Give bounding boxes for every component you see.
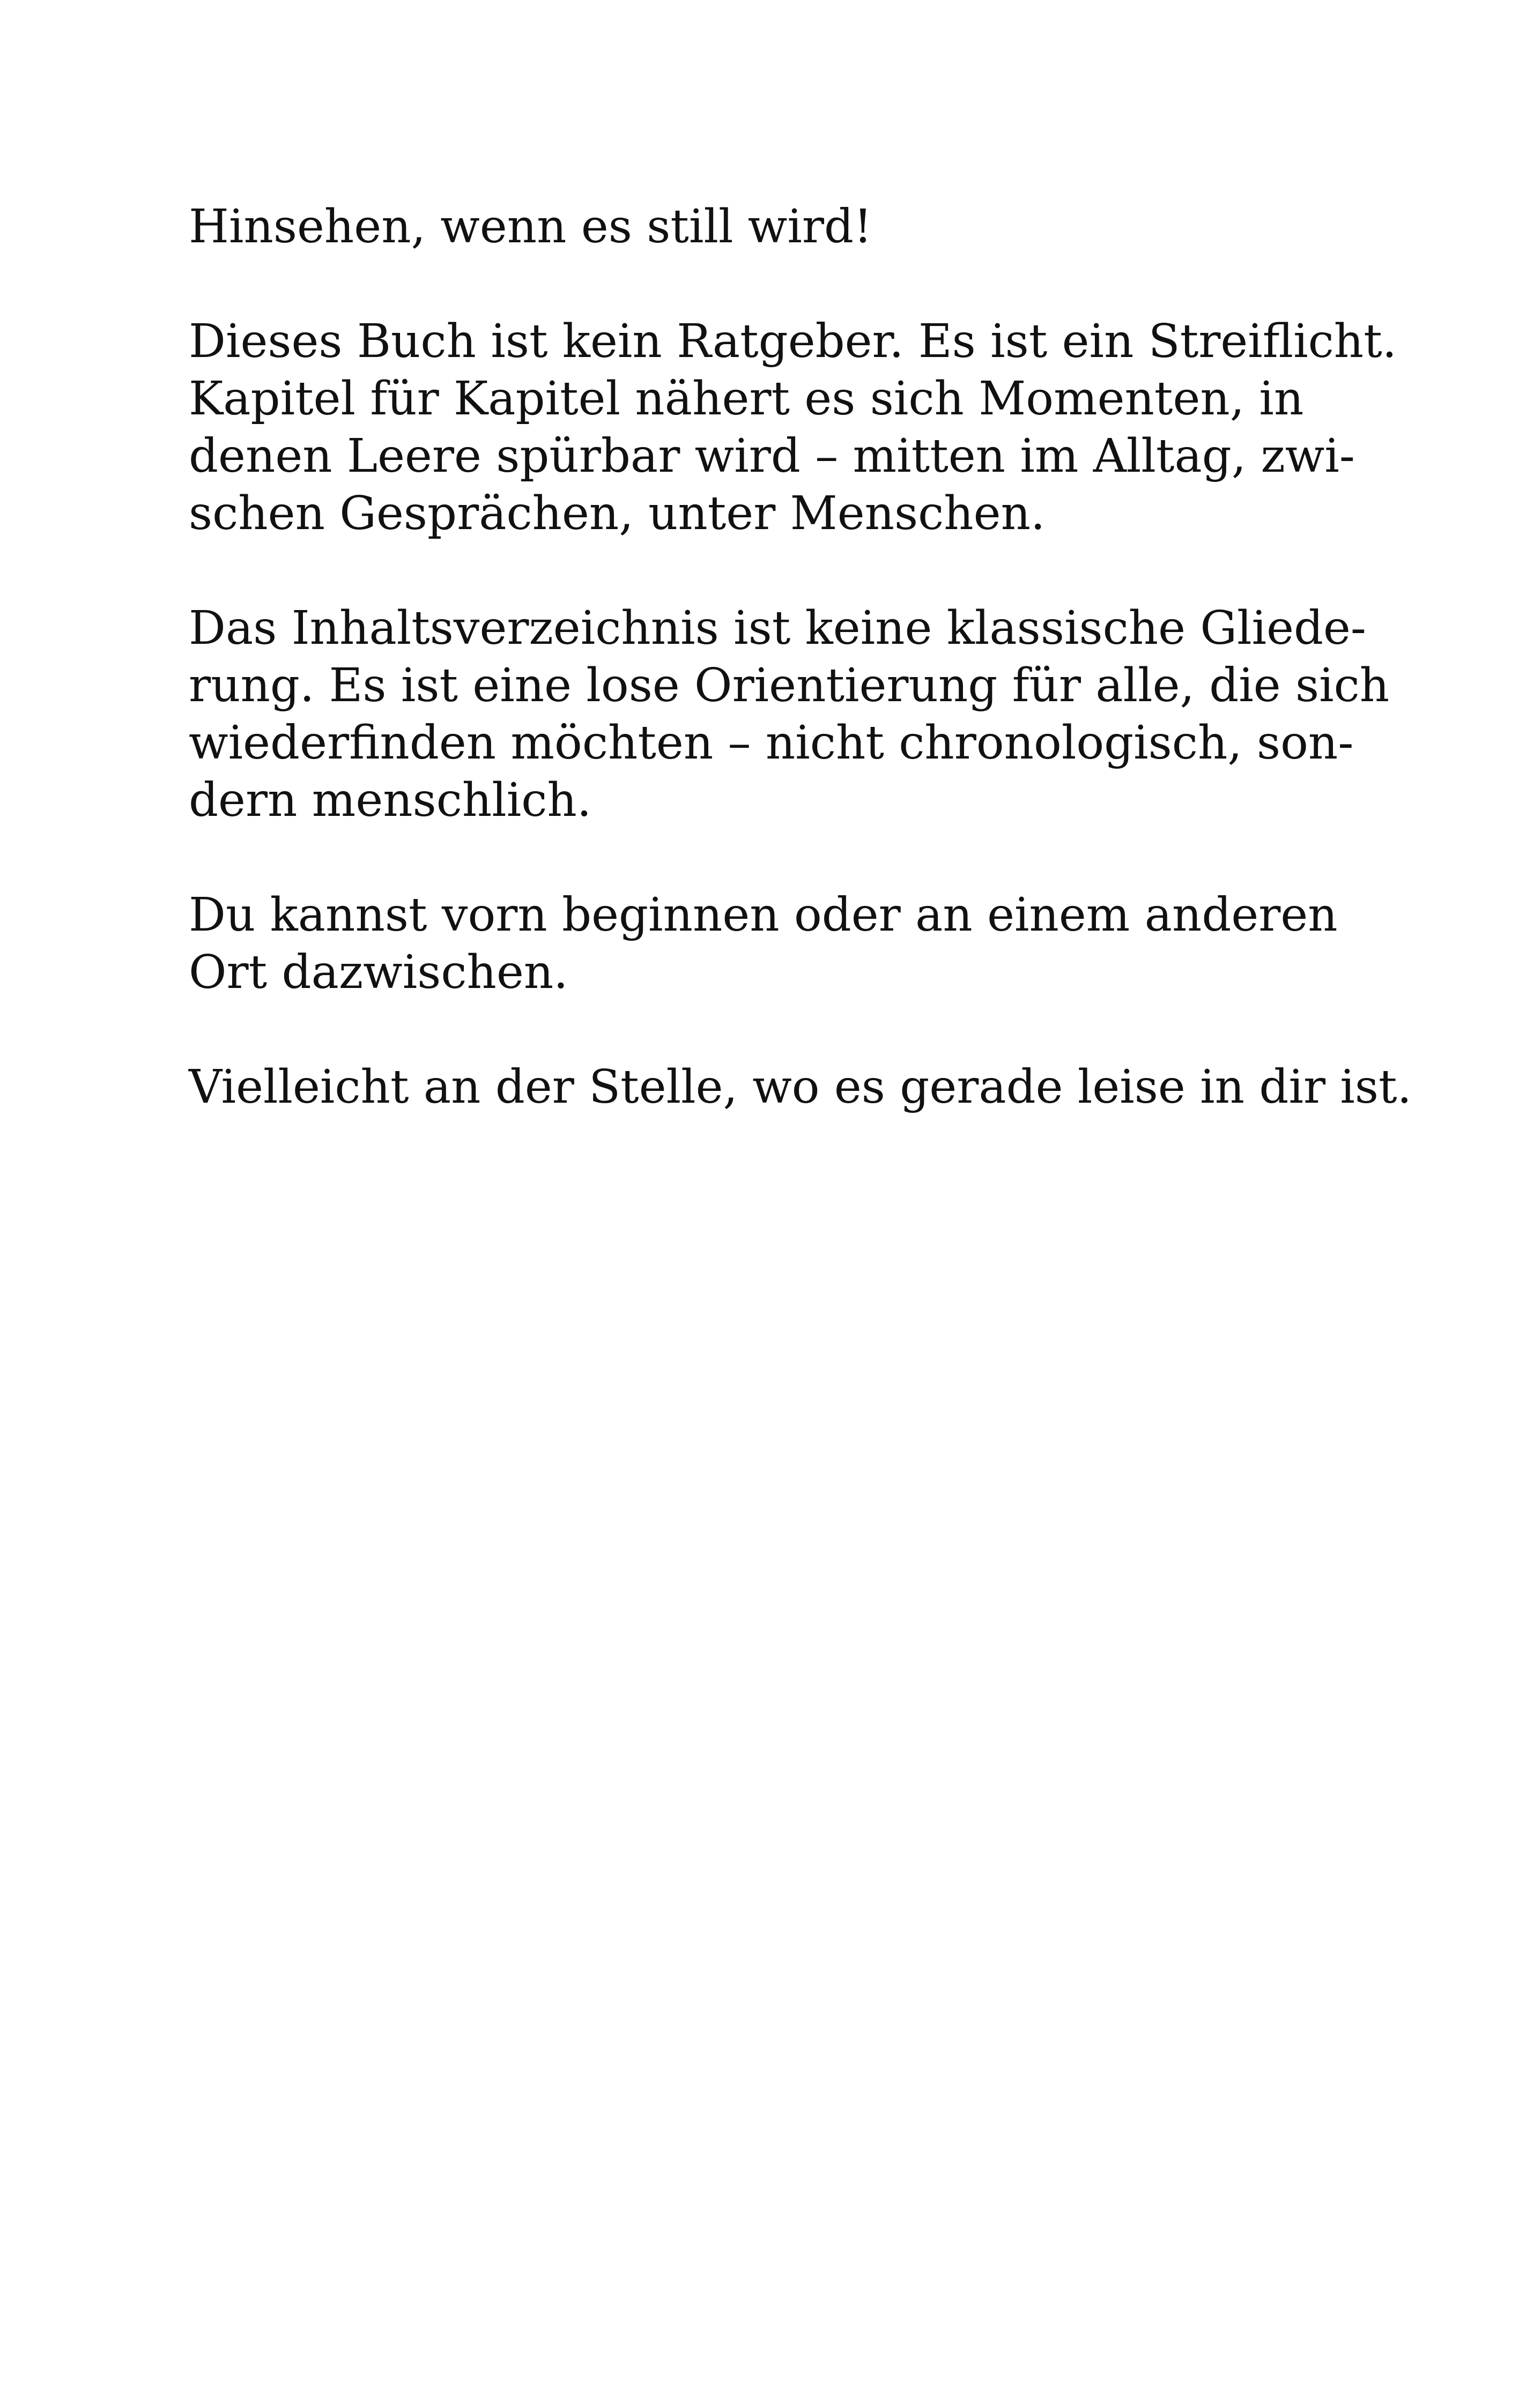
paragraph-line: Dieses Buch ist kein Ratgeber. Es ist ein Streiflicht. bbox=[189, 315, 1397, 368]
paragraph-line: Vielleicht an der Stelle, wo es gerade leise in dir ist. bbox=[189, 1060, 1412, 1114]
paragraph-4 bbox=[189, 1059, 1412, 1116]
paragraph-line: Kapitel für Kapitel nähert es sich Momenten, in bbox=[189, 372, 1304, 426]
paragraph-line: denen Leere spürbar wird – mitten im Alltag, zwi- bbox=[189, 429, 1355, 483]
paragraph-line: rung. Es ist eine lose Orientierung für alle, die sich bbox=[189, 659, 1390, 712]
paragraph-3 bbox=[189, 887, 1338, 1001]
paragraph-line: schen Gesprächen, unter Menschen. bbox=[189, 487, 1046, 540]
paragraph-line: Du kannst vorn beginnen oder an einem anderen bbox=[189, 888, 1338, 942]
paragraph-line: Ort dazwischen. bbox=[189, 946, 568, 999]
paragraph-1 bbox=[189, 313, 1397, 542]
paragraph-2 bbox=[189, 600, 1390, 829]
paragraph-line: dern menschlich. bbox=[189, 774, 592, 827]
title-line: Hinsehen, wenn es still wird! bbox=[189, 200, 872, 254]
paragraph-line: Das Inhaltsverzeichnis ist keine klassische Gliede- bbox=[189, 601, 1366, 655]
paragraph-line: wiederfinden möchten – nicht chronologisch, son- bbox=[189, 716, 1354, 770]
page-title bbox=[189, 198, 1295, 256]
text-block bbox=[189, 198, 1412, 1173]
